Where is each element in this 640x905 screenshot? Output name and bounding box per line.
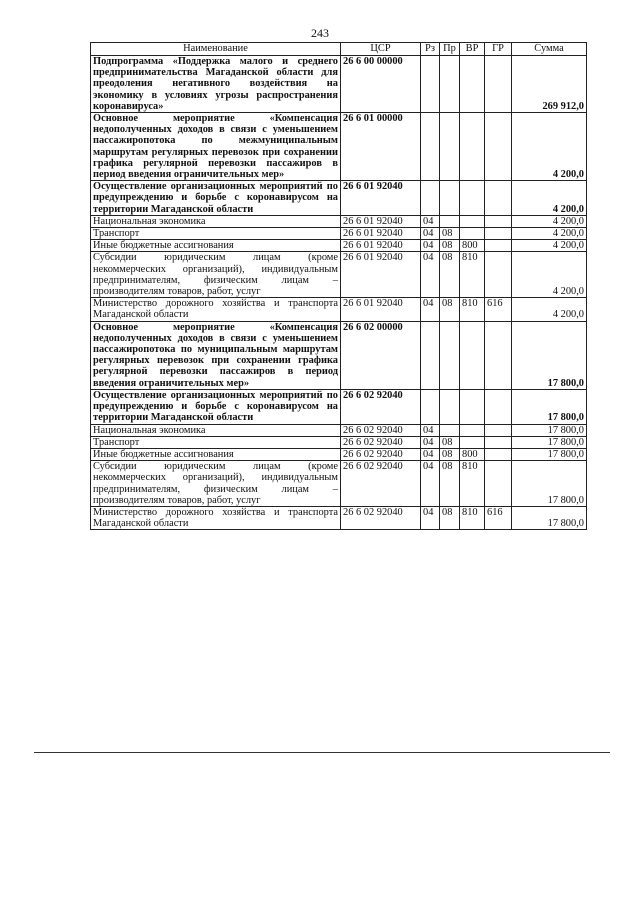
cell-name: Транспорт [91,228,341,240]
cell-sum: 17 800,0 [512,321,587,389]
cell-rz [421,321,440,389]
column-header-pr: Пр [440,43,460,56]
table-row [91,56,587,113]
cell-csr: 26 6 01 92040 [341,228,421,240]
cell-gr [485,448,512,460]
cell-pr: 08 [440,240,460,252]
cell-gr [485,436,512,448]
budget-table [90,42,587,530]
cell-vr [460,436,485,448]
cell-name: Субсидии юридическим лицам (кроме некоммерческих организаций), индивидуальным предпринимателям, физическим лицам – производителям товаров, работ, услуг [91,461,341,507]
cell-gr: 616 [485,298,512,321]
table-row [91,228,587,240]
cell-pr: 08 [440,461,460,507]
cell-sum: 4 200,0 [512,252,587,298]
table-row [91,298,587,321]
page-number: 243 [311,26,329,40]
cell-name: Субсидии юридическим лицам (кроме некоммерческих организаций), индивидуальным предпринимателям, физическим лицам – производителям товаров, работ, услуг [91,252,341,298]
cell-rz: 04 [421,240,440,252]
cell-rz: 04 [421,228,440,240]
table-row [91,436,587,448]
cell-csr: 26 6 01 92040 [341,252,421,298]
cell-pr: 08 [440,436,460,448]
cell-sum: 17 800,0 [512,424,587,436]
table-header-row [91,43,587,56]
cell-name: Транспорт [91,436,341,448]
cell-name: Министерство дорожного хозяйства и транспорта Магаданской области [91,298,341,321]
cell-gr [485,424,512,436]
cell-name: Министерство дорожного хозяйства и транспорта Магаданской области [91,506,341,529]
column-header-sum: Сумма [512,43,587,56]
table-row [91,181,587,216]
cell-vr [460,389,485,424]
cell-sum: 17 800,0 [512,461,587,507]
cell-csr: 26 6 01 00000 [341,113,421,181]
cell-sum: 4 200,0 [512,298,587,321]
cell-vr [460,321,485,389]
table-row [91,389,587,424]
cell-gr [485,113,512,181]
cell-vr: 810 [460,461,485,507]
cell-csr: 26 6 02 92040 [341,461,421,507]
column-header-rz: Рз [421,43,440,56]
cell-vr: 810 [460,298,485,321]
cell-pr: 08 [440,298,460,321]
cell-pr [440,321,460,389]
cell-csr: 26 6 01 92040 [341,215,421,227]
cell-csr: 26 6 01 92040 [341,181,421,216]
cell-name: Национальная экономика [91,424,341,436]
cell-gr [485,252,512,298]
cell-rz: 04 [421,215,440,227]
table-row [91,448,587,460]
cell-pr [440,215,460,227]
cell-name: Иные бюджетные ассигнования [91,448,341,460]
cell-vr: 810 [460,252,485,298]
cell-vr [460,424,485,436]
column-header-vr: ВР [460,43,485,56]
cell-name: Подпрограмма «Поддержка малого и среднего предпринимательства Магаданской области для преодоления негативного воздействия на экономику в условиях угрозы распространения коронавируса» [91,56,341,113]
cell-name: Основное мероприятие «Компенсация недополученных доходов в связи с уменьшением пассажиропотока по межмуниципальным маршрутам регулярных перевозок при сохранении графика регулярной перевозки пассажиров в период введения ограничительных мер» [91,113,341,181]
cell-csr: 26 6 02 92040 [341,389,421,424]
table-row [91,240,587,252]
cell-csr: 26 6 01 92040 [341,240,421,252]
cell-pr [440,181,460,216]
cell-gr [485,228,512,240]
cell-sum: 17 800,0 [512,506,587,529]
cell-sum: 4 200,0 [512,181,587,216]
table-row [91,215,587,227]
table-row [91,461,587,507]
cell-vr [460,56,485,113]
cell-csr: 26 6 02 92040 [341,448,421,460]
cell-name: Иные бюджетные ассигнования [91,240,341,252]
cell-vr [460,228,485,240]
cell-gr [485,240,512,252]
cell-rz: 04 [421,506,440,529]
cell-csr: 26 6 02 92040 [341,506,421,529]
column-header-name: Наименование [91,43,341,56]
table-body [91,56,587,530]
cell-sum: 269 912,0 [512,56,587,113]
cell-csr: 26 6 02 92040 [341,424,421,436]
cell-sum: 4 200,0 [512,113,587,181]
table-row [91,321,587,389]
cell-name: Осуществление организационных мероприятий по предупреждению и борьбе с коронавирусом на территории Магаданской области [91,181,341,216]
cell-gr [485,321,512,389]
cell-pr: 08 [440,252,460,298]
column-header-csr: ЦСР [341,43,421,56]
cell-rz: 04 [421,461,440,507]
cell-sum: 17 800,0 [512,389,587,424]
cell-pr [440,56,460,113]
cell-pr: 08 [440,506,460,529]
cell-csr: 26 6 02 92040 [341,436,421,448]
cell-gr [485,56,512,113]
cell-rz: 04 [421,436,440,448]
cell-vr [460,113,485,181]
table-row [91,252,587,298]
cell-pr: 08 [440,448,460,460]
cell-pr [440,424,460,436]
cell-sum: 4 200,0 [512,228,587,240]
cell-gr [485,181,512,216]
cell-gr [485,389,512,424]
cell-sum: 4 200,0 [512,240,587,252]
cell-gr [485,215,512,227]
cell-rz [421,181,440,216]
cell-csr: 26 6 01 92040 [341,298,421,321]
cell-pr: 08 [440,228,460,240]
cell-rz [421,56,440,113]
cell-gr: 616 [485,506,512,529]
cell-name: Национальная экономика [91,215,341,227]
cell-rz: 04 [421,448,440,460]
cell-rz: 04 [421,298,440,321]
table-row [91,506,587,529]
cell-csr: 26 6 02 00000 [341,321,421,389]
cell-sum: 17 800,0 [512,448,587,460]
cell-sum: 17 800,0 [512,436,587,448]
cell-rz: 04 [421,252,440,298]
cell-vr: 810 [460,506,485,529]
cell-sum: 4 200,0 [512,215,587,227]
footer-divider [34,752,610,753]
cell-vr [460,181,485,216]
column-header-gr: ГР [485,43,512,56]
cell-rz [421,113,440,181]
cell-name: Осуществление организационных мероприятий по предупреждению и борьбе с коронавирусом на территории Магаданской области [91,389,341,424]
cell-vr [460,215,485,227]
cell-name: Основное мероприятие «Компенсация недополученных доходов в связи с уменьшением пассажиропотока по муниципальным маршрутам регулярных перевозок при сохранении графика регулярной перевозки пассажиров в период введения ограничительных мер» [91,321,341,389]
cell-vr: 800 [460,240,485,252]
table-row [91,113,587,181]
cell-rz: 04 [421,424,440,436]
cell-rz [421,389,440,424]
cell-vr: 800 [460,448,485,460]
cell-gr [485,461,512,507]
cell-pr [440,113,460,181]
cell-csr: 26 6 00 00000 [341,56,421,113]
cell-pr [440,389,460,424]
table-row [91,424,587,436]
